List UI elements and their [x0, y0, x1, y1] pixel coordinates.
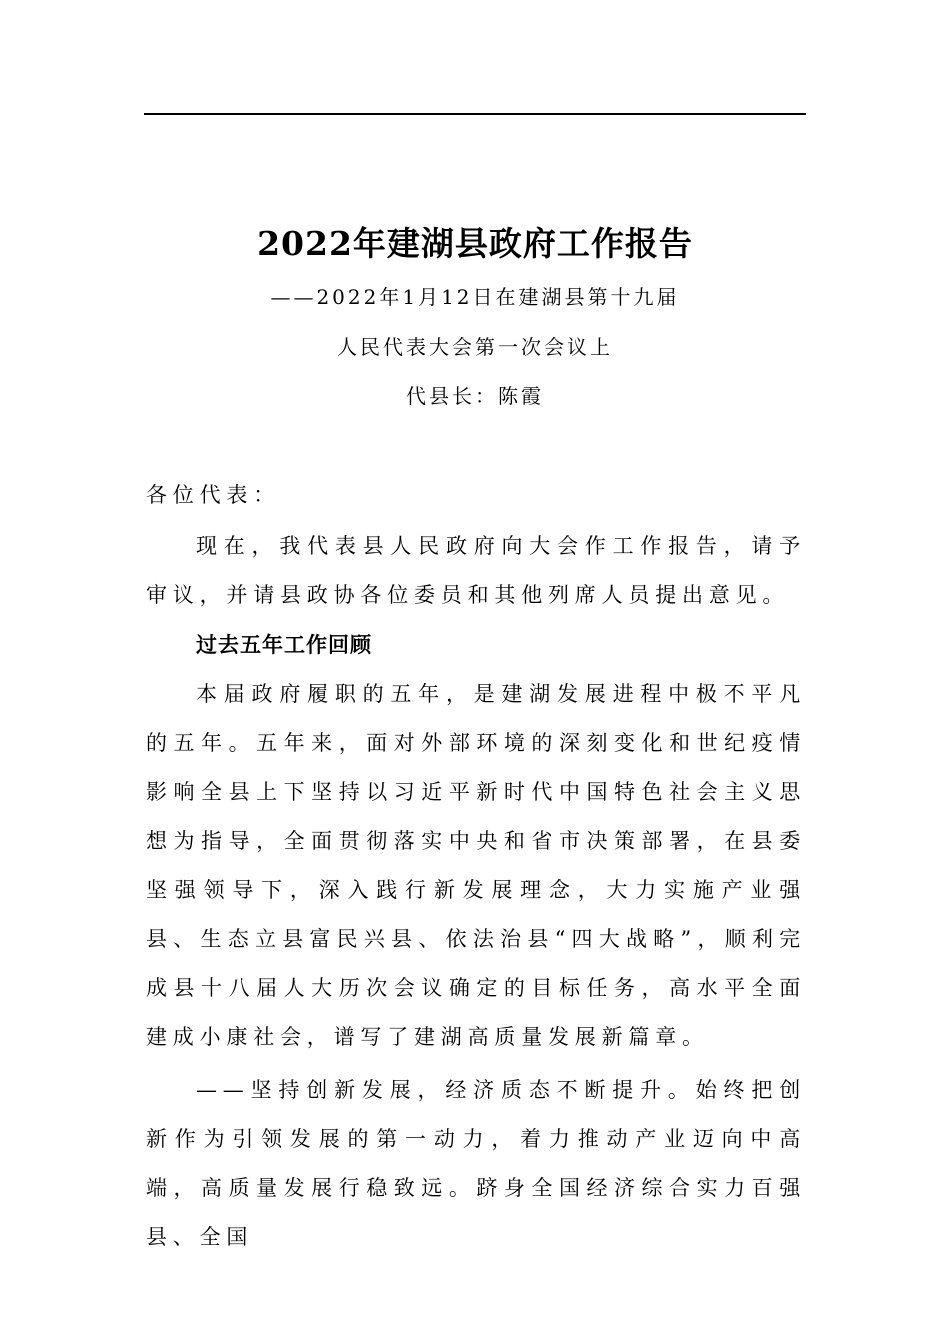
innovation-paragraph: ——坚持创新发展，经济质态不断提升。始终把创新作为引领发展的第一动力，着力推动产业迈向中高端，高质量发展行稳致远。跻身全国经济综合实力百强县、全国: [146, 1078, 806, 1249]
subtitle-speaker: 代县长：陈霞: [406, 384, 544, 408]
document-title: 2022年建湖县政府工作报告: [257, 224, 693, 263]
intro-paragraph: 现在，我代表县人民政府向大会作工作报告，请予审议，并请县政协各位委员和其他列席人员提出意见。: [146, 534, 806, 607]
header-rule: [144, 113, 806, 115]
salutation: 各位代表：: [146, 483, 280, 507]
subtitle-congress: 人民代表大会第一次会议上: [337, 335, 613, 359]
subtitle-date-session: ——2022年1月12日在建湖县第十九届: [270, 285, 680, 309]
section-heading: 过去五年工作回顾: [196, 633, 372, 657]
review-paragraph: 本届政府履职的五年，是建湖发展进程中极不平凡的五年。五年来，面对外部环境的深刻变化和世纪疫情影响全县上下坚持以习近平新时代中国特色社会主义思想为指导，全面贯彻落实中央和省市决策部署，在县委坚强领导下，深入践行新发展理念，大力实施产业强县、生态立县富民兴县、依法治县“四大战略”，顺利完成县十八届人大历次会议确定的目标任务，高水平全面建成小康社会，谱写了建湖高质量发展新篇章。: [146, 682, 806, 1049]
